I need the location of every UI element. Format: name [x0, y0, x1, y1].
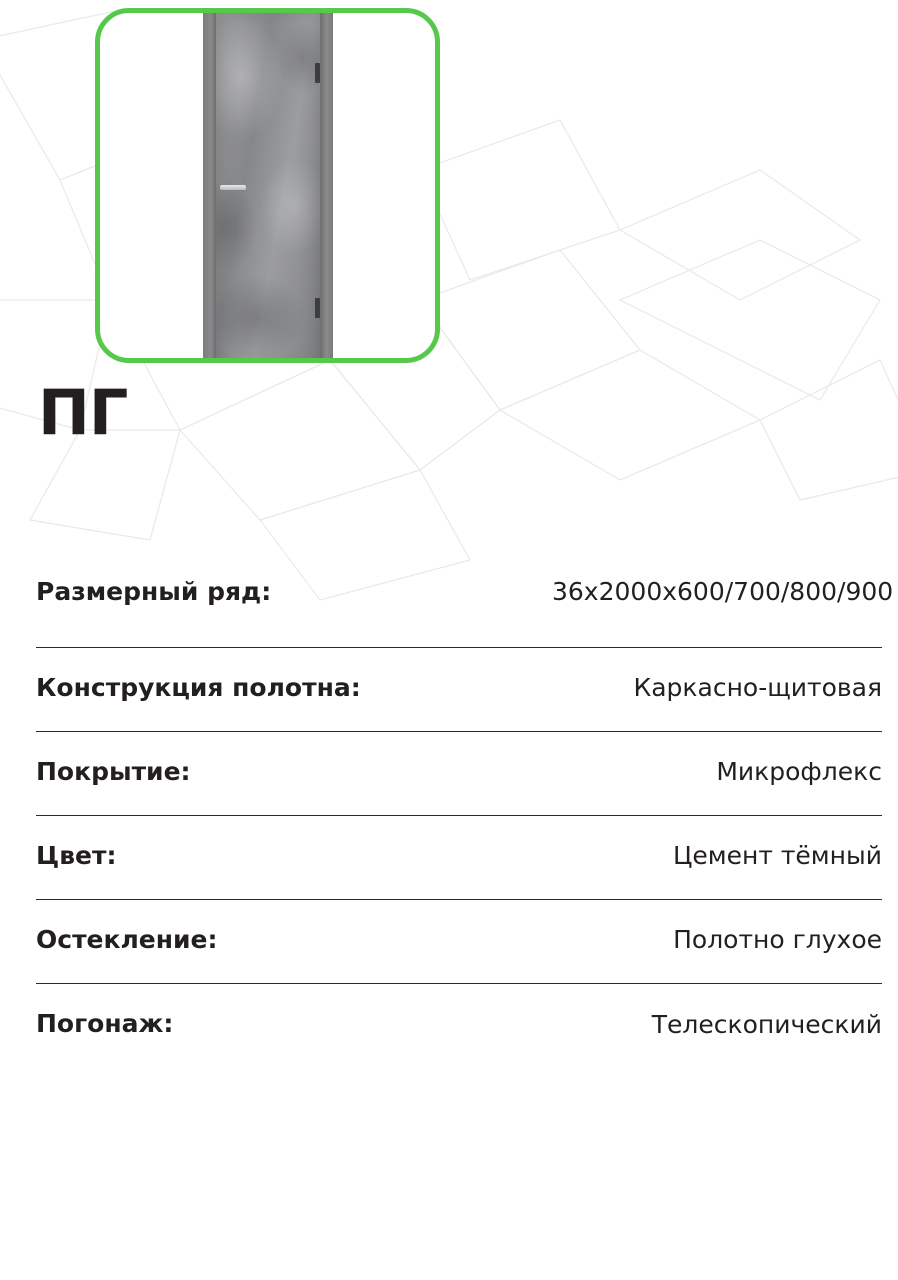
spec-value: Цемент тёмный — [672, 841, 882, 870]
spec-label: Погонаж: — [36, 1009, 174, 1039]
table-row — [36, 732, 882, 816]
product-image-card[interactable] — [95, 8, 440, 363]
spec-label: Остекление: — [36, 924, 218, 954]
table-row — [36, 648, 882, 732]
spec-value: Полотно глухое — [673, 925, 882, 954]
spec-value: 36x2000x600/700/800/900 — [552, 577, 894, 606]
door-leaf — [216, 8, 320, 363]
specifications-table — [36, 540, 894, 1068]
spec-value: Телескопический — [651, 1009, 882, 1039]
spec-value: Микрофлекс — [716, 757, 882, 786]
door-handle-icon — [220, 185, 246, 190]
table-row — [36, 900, 882, 984]
spec-label: Цвет: — [36, 840, 117, 870]
table-row — [36, 540, 894, 648]
spec-label: Покрытие: — [36, 756, 191, 786]
table-row — [36, 984, 882, 1068]
page-title: ПГ — [38, 376, 128, 449]
table-row — [36, 816, 882, 900]
spec-value: Каркасно-щитовая — [633, 673, 882, 702]
spec-label: Конструкция полотна: — [36, 672, 361, 702]
door-hinge-top-icon — [315, 63, 320, 83]
spec-label: Размерный ряд: — [36, 576, 272, 606]
door-illustration — [183, 13, 353, 358]
door-hinge-bottom-icon — [315, 298, 320, 318]
